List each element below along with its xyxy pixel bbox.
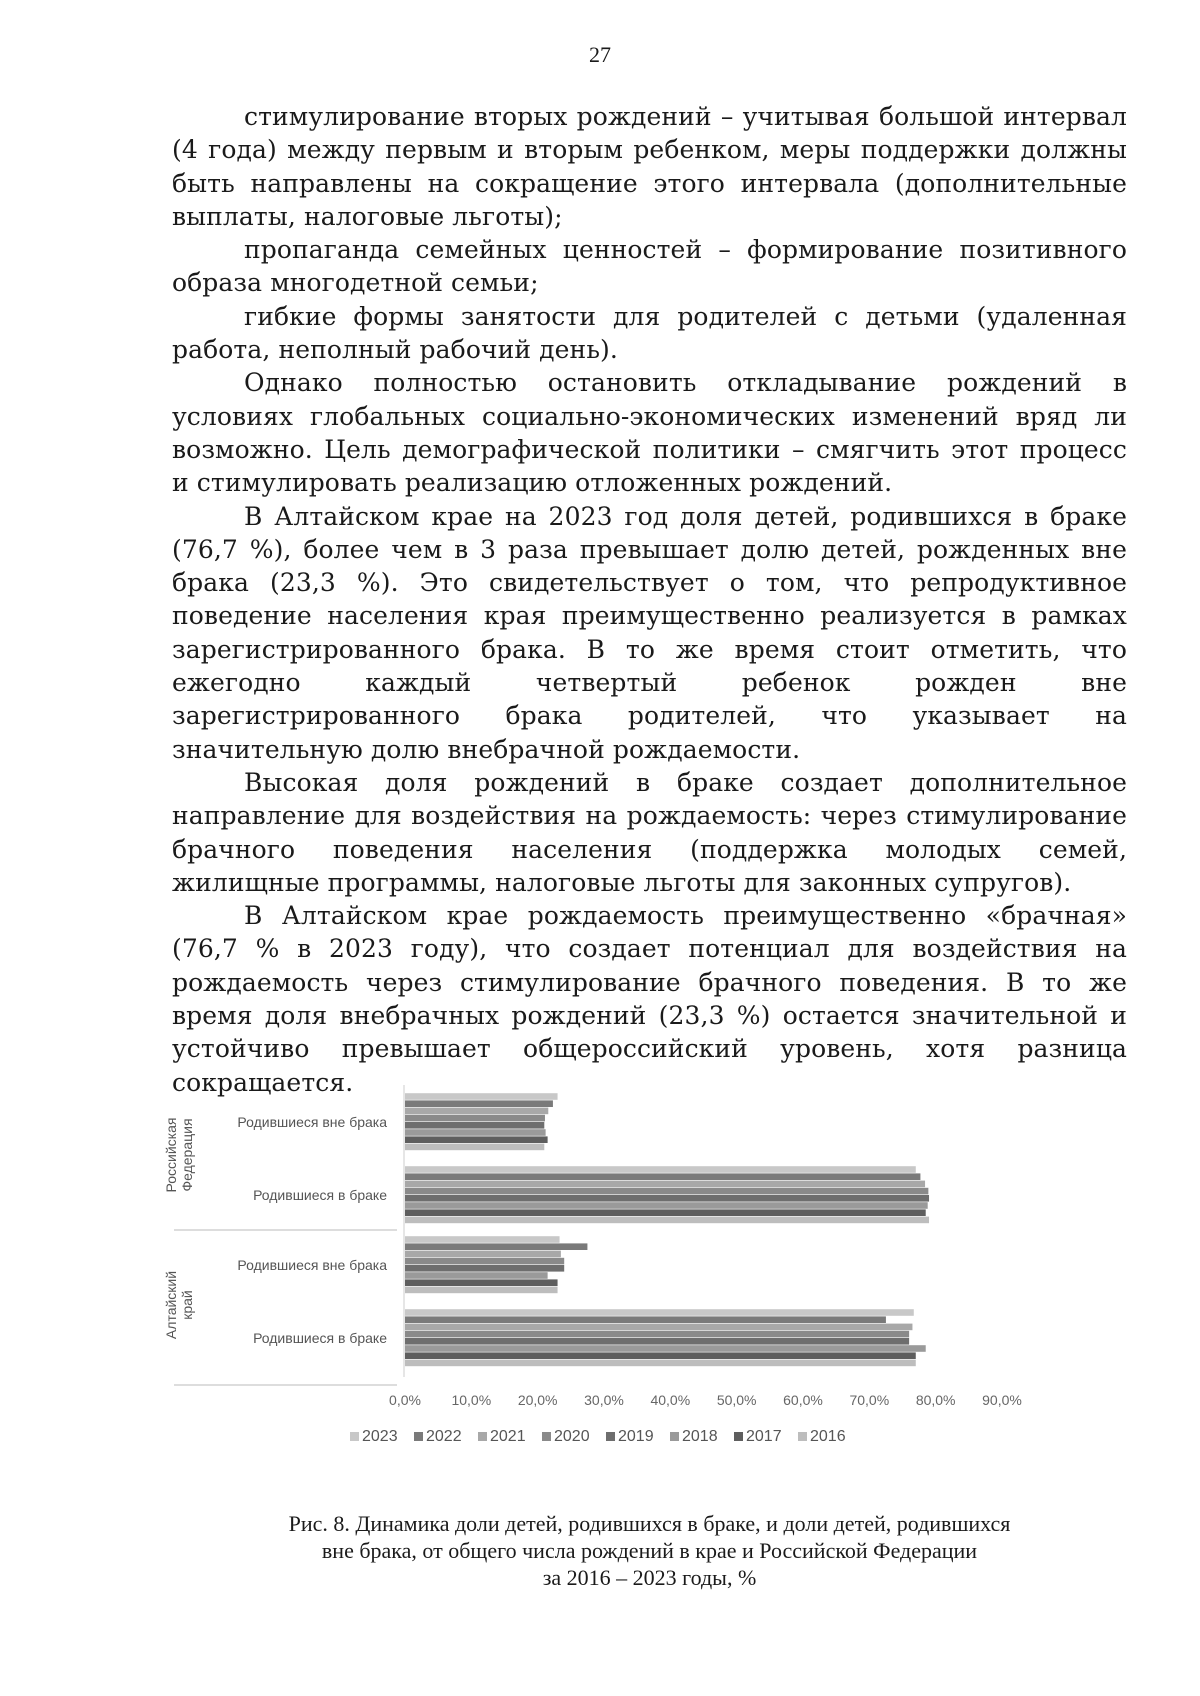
bar-2021 bbox=[405, 1181, 925, 1188]
legend-label: 2016 bbox=[810, 1428, 846, 1445]
legend-swatch bbox=[478, 1432, 487, 1441]
paragraph: В Алтайском крае рождаемость преимущественно «брачная» (76,7 % в 2023 году), что создает потенциал для воздействия на рождаемость через стимулирование брачного поведения. В то же время доля внебрачных рождений (23,3 %) остается значительной и устойчиво превышает общероссийский уровень, хотя разница сокращается. bbox=[172, 901, 1127, 1097]
x-tick-label: 40,0% bbox=[650, 1392, 691, 1408]
bar-2018 bbox=[405, 1345, 926, 1352]
x-tick-label: 70,0% bbox=[849, 1392, 890, 1408]
x-tick-label: 20,0% bbox=[517, 1392, 558, 1408]
x-tick-label: 30,0% bbox=[584, 1392, 624, 1408]
bar-2019 bbox=[405, 1195, 929, 1202]
group-label bbox=[163, 1118, 195, 1193]
group-label-line: Алтайский bbox=[163, 1270, 179, 1340]
bar-2023 bbox=[405, 1236, 560, 1243]
group-label-line: край bbox=[179, 1290, 195, 1320]
category-label: Родившиеся в браке bbox=[253, 1187, 387, 1203]
bar-2017 bbox=[405, 1209, 926, 1216]
bar-2019 bbox=[405, 1122, 544, 1129]
figure-8 bbox=[163, 1075, 1127, 1495]
group-label bbox=[163, 1271, 195, 1339]
group-label-line: Российская bbox=[163, 1117, 179, 1193]
x-tick-label: 80,0% bbox=[915, 1392, 956, 1408]
bar-2020 bbox=[405, 1331, 909, 1338]
caption-line: за 2016 – 2023 годы, % bbox=[542, 1565, 757, 1590]
bar-2023 bbox=[405, 1093, 558, 1100]
bar-2022 bbox=[405, 1100, 553, 1107]
bar-2021 bbox=[405, 1324, 912, 1331]
page-number: 27 bbox=[589, 42, 611, 67]
bar-2016 bbox=[405, 1217, 929, 1224]
bar-2016 bbox=[405, 1360, 916, 1367]
legend-label: 2019 bbox=[618, 1428, 654, 1445]
bar-2022 bbox=[405, 1173, 920, 1180]
bar-2020 bbox=[405, 1115, 545, 1122]
paragraph: стимулирование вторых рождений – учитывая большой интервал (4 года) между первым и вторым ребенком, меры поддержки должны быть направлены на сокращение этого интервала (дополнительные выплаты, налоговые льготы); bbox=[172, 102, 1127, 231]
bar-2018 bbox=[405, 1129, 546, 1136]
bar-2017 bbox=[405, 1352, 916, 1359]
legend-swatch bbox=[542, 1432, 551, 1441]
x-tick-label: 10,0% bbox=[451, 1392, 492, 1408]
bar-2023 bbox=[405, 1309, 914, 1316]
legend-swatch bbox=[350, 1432, 359, 1441]
bar-2020 bbox=[405, 1188, 928, 1195]
legend-swatch bbox=[670, 1432, 679, 1441]
bar-2021 bbox=[405, 1251, 561, 1258]
legend-label: 2020 bbox=[554, 1428, 590, 1445]
paragraph: пропаганда семейных ценностей – формирование позитивного образа многодетной семьи; bbox=[172, 235, 1127, 298]
paragraph: Высокая доля рождений в браке создает дополнительное направление для воздействия на рождаемость: через стимулирование брачного поведения населения (поддержка молодых семей, жилищные программы, налоговые льготы для законных супругов). bbox=[172, 767, 1127, 897]
bar-2016 bbox=[405, 1144, 544, 1151]
group-label-line: Федерация bbox=[179, 1118, 195, 1192]
bar-2020 bbox=[405, 1258, 564, 1265]
figure-caption bbox=[172, 1510, 1127, 1591]
bar-2019 bbox=[405, 1265, 564, 1272]
x-tick-label: 60,0% bbox=[783, 1392, 823, 1408]
category-label: Родившиеся в браке bbox=[253, 1330, 387, 1346]
legend-label: 2017 bbox=[746, 1428, 782, 1445]
bar-2018 bbox=[405, 1202, 928, 1209]
legend-label: 2018 bbox=[682, 1428, 718, 1445]
legend-swatch bbox=[606, 1432, 615, 1441]
bar-2017 bbox=[405, 1136, 548, 1143]
x-tick-label: 90,0% bbox=[982, 1392, 1022, 1408]
paragraph: гибкие формы занятости для родителей с детьми (удаленная работа, неполный рабочий день). bbox=[172, 301, 1127, 365]
bar-2016 bbox=[405, 1287, 558, 1294]
legend-label: 2023 bbox=[362, 1428, 398, 1445]
paragraph: Однако полностью остановить откладывание рождений в условиях глобальных социально-экономических изменений вряд ли возможно. Цель демографической политики – смягчить этот процесс и стимулировать реализацию отложенных рождений. bbox=[172, 368, 1127, 498]
body-text bbox=[172, 100, 1127, 1099]
legend-swatch bbox=[734, 1432, 743, 1441]
legend-label: 2021 bbox=[490, 1428, 526, 1445]
caption-line: Рис. 8. Динамика доли детей, родившихся в браке, и доли детей, родившихся bbox=[288, 1511, 1011, 1536]
bar-2019 bbox=[405, 1338, 909, 1345]
x-tick-label: 0,0% bbox=[389, 1392, 421, 1408]
bar-2022 bbox=[405, 1316, 886, 1323]
bar-2017 bbox=[405, 1279, 558, 1286]
bar-2023 bbox=[405, 1166, 916, 1173]
bar-2018 bbox=[405, 1272, 548, 1279]
category-label: Родившиеся вне брака bbox=[237, 1114, 387, 1130]
legend-swatch bbox=[798, 1432, 807, 1441]
births-bar-chart bbox=[163, 1075, 1127, 1495]
category-label: Родившиеся вне брака bbox=[237, 1257, 387, 1273]
caption-line: вне брака, от общего числа рождений в крае и Российской Федерации bbox=[321, 1538, 978, 1563]
legend-swatch bbox=[414, 1432, 423, 1441]
paragraph: В Алтайском крае на 2023 год доля детей, родившихся в браке (76,7 %), более чем в 3 раза превышает долю детей, рожденных вне брака (23,3 %). Это свидетельствует о том, что репродуктивное поведение населения края преимущественно реализуется в рамках зарегистрированного брака. В то же время стоит отметить, что ежегодно каждый четвертый ребенок рожден вне зарегистрированного брака родителей, что указывает на значительную долю внебрачной рождаемости. bbox=[172, 501, 1127, 764]
x-tick-label: 50,0% bbox=[716, 1392, 757, 1408]
bar-2021 bbox=[405, 1108, 548, 1115]
legend-label: 2022 bbox=[426, 1428, 462, 1445]
bar-2022 bbox=[405, 1243, 587, 1250]
